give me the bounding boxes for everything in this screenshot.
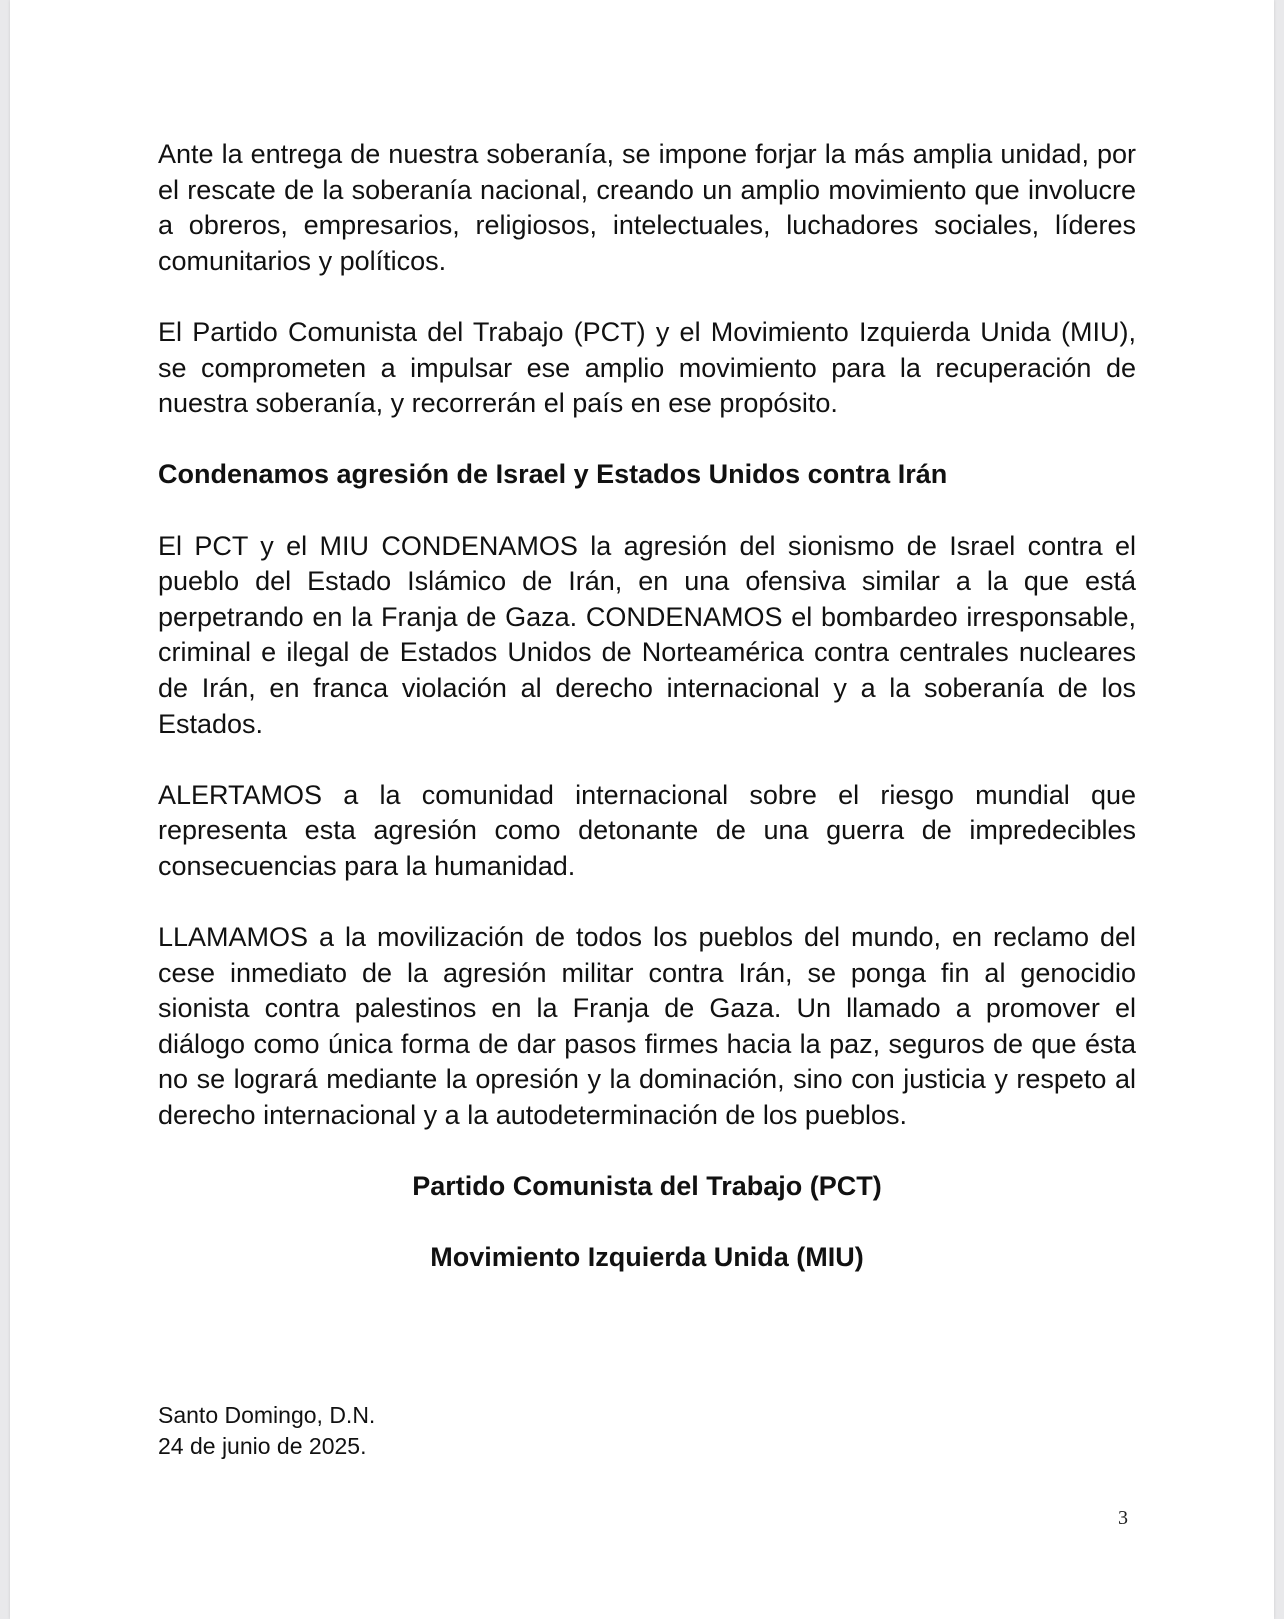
place-line: Santo Domingo, D.N. (158, 1402, 376, 1428)
paragraph-alert: ALERTAMOS a la comunidad internacional sobre el riesgo mundial que representa esta agresión como detonante de una guerra de impredecibles consecuencias para la humanidad. (158, 779, 1136, 881)
signatory-miu: Movimiento Izquierda Unida (MIU) (430, 1241, 864, 1272)
paragraph-commitment: El Partido Comunista del Trabajo (PCT) y el Movimiento Izquierda Unida (MIU), se comprometen a impulsar ese amplio movimiento para la recuperación de nuestra soberanía, y recorrerán el país en ese propósito. (158, 316, 1136, 419)
place-and-date (158, 1400, 375, 1462)
page-number: 3 (1118, 1507, 1128, 1529)
paragraph-unity: Ante la entrega de nuestra soberanía, se impone forjar la más amplia unidad, por el rescate de la soberanía nacional, creando un amplio movimiento que involucre a obreros, empresarios, religiosos, intelectuales, luchadores sociales, líderes comunitarios y políticos. (158, 139, 1136, 276)
signatory-pct: Partido Comunista del Trabajo (PCT) (412, 1171, 882, 1202)
paragraph-call: LLAMAMOS a la movilización de todos los pueblos del mundo, en reclamo del cese inmediato de la agresión militar contra Irán, se ponga fin al genocidio sionista contra palestinos en la Franja de Gaza. Un llamado a promover el diálogo como única forma de dar pasos firmes hacia la paz, seguros de que ésta no se logrará mediante la opresión y la dominación, sino con justicia y respeto al derecho internacional y a la autodeterminación de los pueblos. (158, 922, 1136, 1131)
document-page (10, 0, 1274, 1619)
date-line: 24 de junio de 2025. (158, 1433, 367, 1459)
document-body (158, 137, 1136, 1345)
paragraph-condemnation: El PCT y el MIU CONDENAMOS la agresión del sionismo de Israel contra el pueblo del Estado Islámico de Irán, en una ofensiva similar a la que está perpetrando en la Franja de Gaza. CONDENAMOS el bombardeo irresponsable, criminal e ilegal de Estados Unidos de Norteamérica contra centrales nucleares de Irán, en franca violación al derecho internacional y a la soberanía de los Estados. (158, 530, 1136, 739)
section-heading: Condenamos agresión de Israel y Estados Unidos contra Irán (158, 459, 948, 490)
